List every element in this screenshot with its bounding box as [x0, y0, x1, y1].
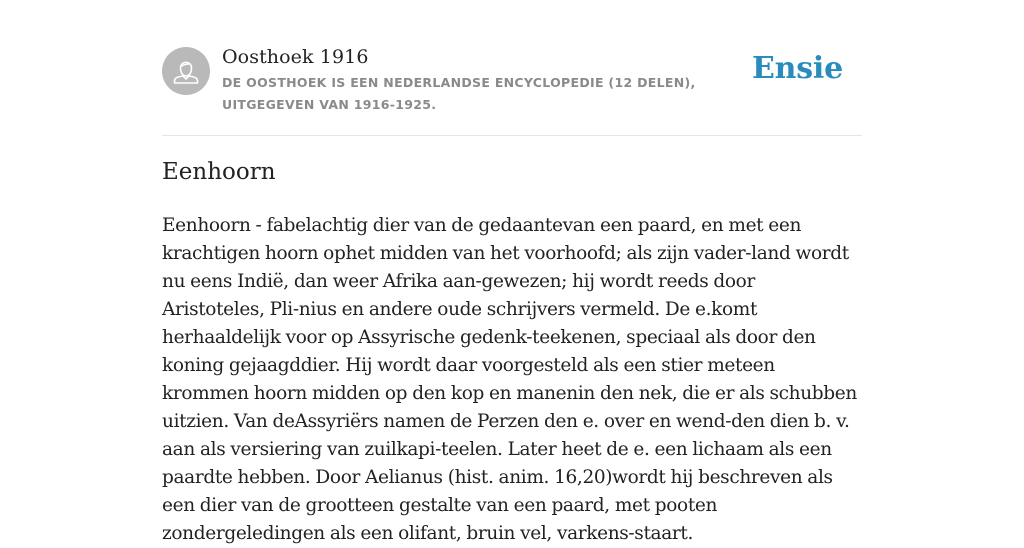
source-description: DE OOSTHOEK IS EEN NEDERLANDSE ENCYCLOPEDIE (12 DELEN), UITGEGEVEN VAN 1916-1925.	[222, 75, 696, 112]
header-divider	[162, 135, 862, 136]
source-header	[162, 46, 862, 116]
source-avatar[interactable]	[162, 47, 210, 95]
article-body: Eenhoorn - fabelachtig dier van de gedaantevan een paard, en met een krachtigen hoorn ophet midden van het voorhoofd; als zijn vader-land wordt nu eens Indië, dan weer Afrika aan-gewezen; hij wordt reeds door Aristoteles, Pli-nius en andere oude schrijvers vermeld. De e.komt herhaaldelijk voor op Assyrische gedenk-teekenen, speciaal als door den koning gejaagddier. Hij wordt daar voorgesteld als een stier meteen krommen hoorn midden op den kop en manenin den nek, die er als schubben uitzien. Van deAssyriërs namen de Perzen den e. over en wend-den dien b. v. aan als versiering van zuilkapi-teelen. Later heet de e. een lichaam als een paardte hebben. Door Aelianus (hist. anim. 16,20)wordt hij beschreven als een dier van de grootteen gestalte van een paard, met pooten zondergeledingen als een olifant, bruin vel, varkens-staart.	[162, 215, 857, 544]
ensie-logo[interactable]: Ensie	[751, 51, 843, 86]
article-title: Eenhoorn	[162, 159, 276, 185]
user-silhouette-icon	[162, 47, 210, 95]
source-title[interactable]: Oosthoek 1916	[222, 46, 369, 68]
